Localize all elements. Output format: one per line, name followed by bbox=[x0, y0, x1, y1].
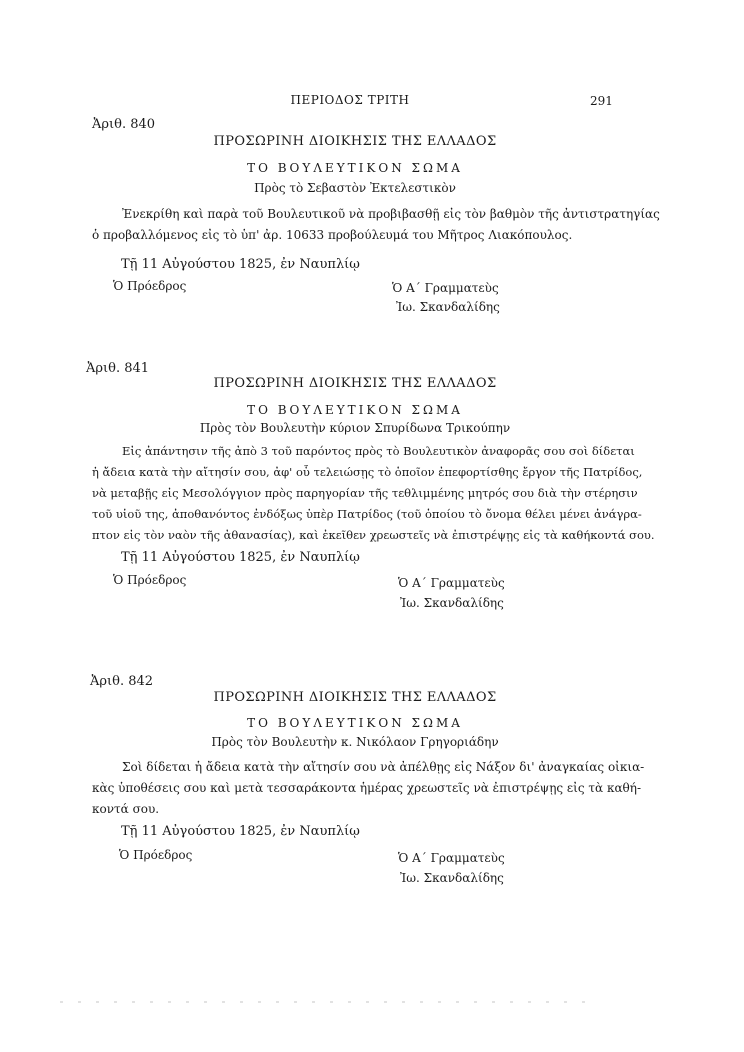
government-heading: ΠΡΟΣΩΡΙΝΗ ΔΙΟΙΚΗΣΙΣ ΤΗΣ ΕΛΛΑΔΟΣ bbox=[213, 134, 497, 149]
issuing-body: ΤΟ ΒΟΥΛΕΥΤΙΚΟΝ ΣΩΜΑ bbox=[247, 403, 463, 417]
text-line: Σοὶ δίδεται ἡ ἄδεια κατὰ τὴν αἴτησίν σου νὰ ἀπέλθῃς εἰς Νάξον δι' ἀναγκαίας οἰκια- bbox=[122, 760, 645, 774]
text-line: ὁ προβαλλόμενος εἰς τὸ ὑπ' ἀρ. 10633 προβούλευμά του Μῆτρος Λιακόπουλος. bbox=[92, 228, 573, 242]
decree-text bbox=[92, 757, 645, 820]
issuing-body: ΤΟ ΒΟΥΛΕΥΤΙΚΟΝ ΣΩΜΑ bbox=[247, 161, 463, 175]
secretary-title: Ὁ Α΄ Γραμματεὺς bbox=[398, 851, 505, 865]
decree-number: Ἀριθ. 842 bbox=[90, 674, 154, 689]
decree-text bbox=[92, 204, 660, 246]
president-signature: Ὁ Πρόεδρος bbox=[119, 848, 193, 862]
page-number: 291 bbox=[590, 94, 613, 108]
secretary-title: Ὁ Α΄ Γραμματεὺς bbox=[398, 576, 505, 590]
addressee: Πρὸς τὸν Βουλευτὴν κ. Νικόλαον Γρηγοριάδην bbox=[211, 735, 499, 749]
decree-number: Ἀριθ. 841 bbox=[86, 361, 150, 376]
text-line: κὰς ὑποθέσεις σου καὶ μετὰ τεσσαράκοντα ἡμέρας χρεωστεῖς νὰ ἐπιστρέψῃς εἰς τὰ καθή- bbox=[92, 781, 642, 795]
decree-text bbox=[92, 441, 655, 546]
addressee: Πρὸς τὸ Σεβαστὸν Ἐκτελεστικὸν bbox=[254, 181, 456, 195]
text-line: ἡ ἄδεια κατὰ τὴν αἴτησίν σου, ἀφ' οὗ τελειώσῃς τὸ ὁποῖον ἐπεφορτίσθης ἔργον τῆς Πατρίδος, bbox=[92, 465, 643, 479]
text-line: πτον εἰς τὸν ναὸν τῆς ἀθανασίας), καὶ ἐκεῖθεν χρεωστεῖς νὰ ἐπιστρέψῃς εἰς τὰ καθήκοντά σου. bbox=[92, 528, 655, 542]
running-header: ΠΕΡΙΟΔΟΣ ΤΡΙΤΗ bbox=[290, 93, 410, 107]
date-place: Τῇ 11 Αὐγούστου 1825, ἐν Ναυπλίῳ bbox=[121, 257, 360, 272]
president-signature: Ὁ Πρόεδρος bbox=[113, 573, 187, 587]
government-heading: ΠΡΟΣΩΡΙΝΗ ΔΙΟΙΚΗΣΙΣ ΤΗΣ ΕΛΛΑΔΟΣ bbox=[213, 690, 497, 705]
text-line: κοντά σου. bbox=[92, 802, 160, 816]
bleed-through-marks bbox=[60, 1001, 600, 1003]
government-heading: ΠΡΟΣΩΡΙΝΗ ΔΙΟΙΚΗΣΙΣ ΤΗΣ ΕΛΛΑΔΟΣ bbox=[213, 376, 497, 391]
decree-number: Ἀριθ. 840 bbox=[92, 117, 156, 132]
date-place: Τῇ 11 Αὐγούστου 1825, ἐν Ναυπλίῳ bbox=[121, 550, 360, 565]
issuing-body: ΤΟ ΒΟΥΛΕΥΤΙΚΟΝ ΣΩΜΑ bbox=[247, 716, 463, 730]
text-line: τοῦ υἱοῦ της, ἀποθανόντος ἐνδόξως ὑπὲρ Πατρίδος (τοῦ ὁποίου τὸ ὄνομα θέλει μένει ἀνάγρα- bbox=[92, 507, 642, 521]
text-line: Εἰς ἀπάντησιν τῆς ἀπὸ 3 τοῦ παρόντος πρὸς τὸ Βουλευτικὸν ἀναφορᾶς σου σοὶ δίδεται bbox=[122, 444, 635, 458]
secretary-name: Ἰω. Σκανδαλίδης bbox=[396, 300, 500, 314]
secretary-name: Ἰω. Σκανδαλίδης bbox=[400, 871, 504, 885]
president-signature: Ὁ Πρόεδρος bbox=[113, 279, 187, 293]
text-line: Ἐνεκρίθη καὶ παρὰ τοῦ Βουλευτικοῦ νὰ προβιβασθῇ εἰς τὸν βαθμὸν τῆς ἀντιστρατηγίας bbox=[122, 207, 660, 221]
secretary-name: Ἰω. Σκανδαλίδης bbox=[400, 596, 504, 610]
secretary-title: Ὁ Α΄ Γραμματεὺς bbox=[392, 281, 499, 295]
text-line: νὰ μεταβῇς εἰς Μεσολόγγιον πρὸς παρηγορίαν τῆς τεθλιμμένης μητρός σου διὰ τὴν στέρησιν bbox=[92, 486, 638, 500]
date-place: Τῇ 11 Αὐγούστου 1825, ἐν Ναυπλίῳ bbox=[121, 824, 360, 839]
addressee: Πρὸς τὸν Βουλευτὴν κύριον Σπυρίδωνα Τρικούπην bbox=[199, 421, 511, 435]
